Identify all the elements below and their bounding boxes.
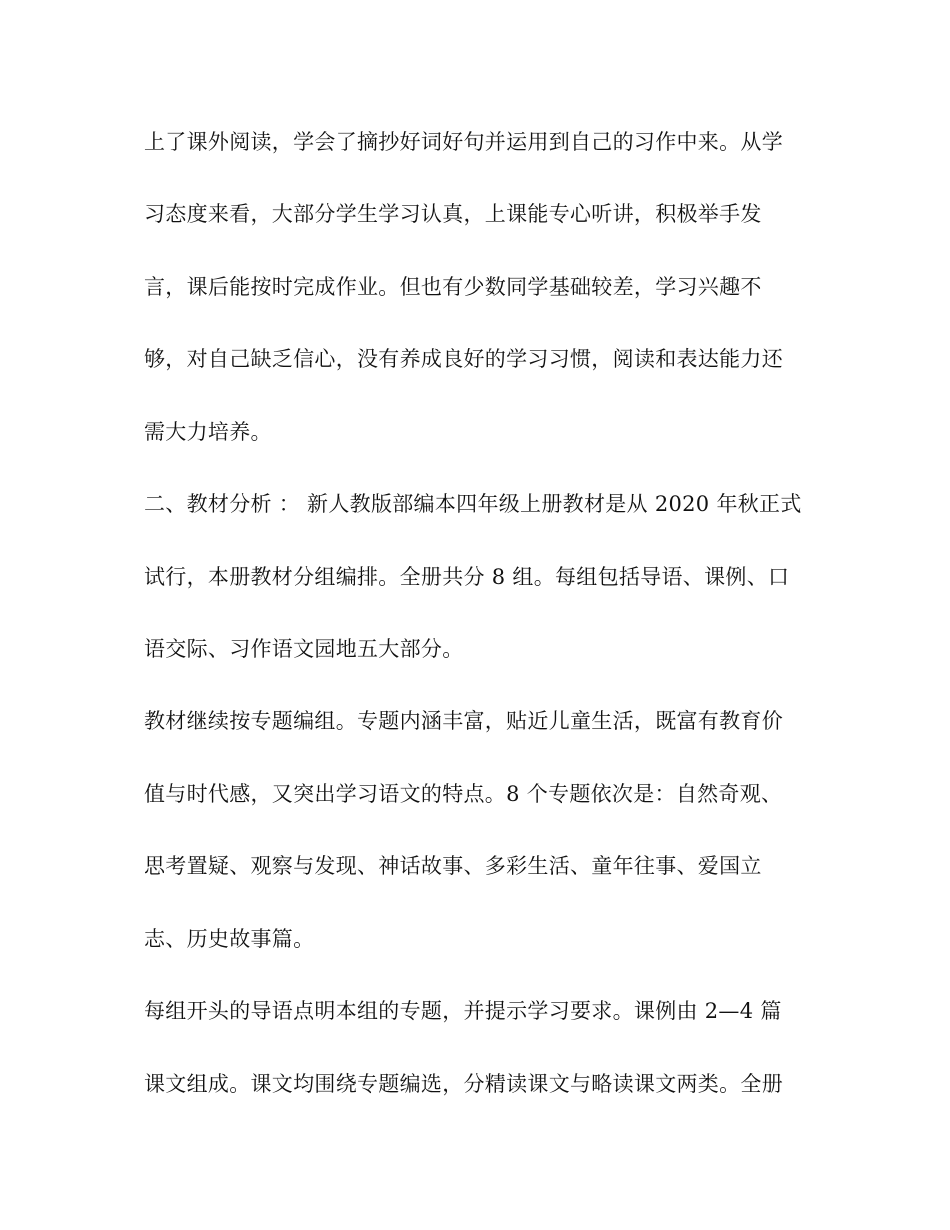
- text-line: 上了课外阅读，学会了摘抄好词好句并运用到自己的习作中来。从学: [144, 130, 783, 154]
- text-line: 习态度来看，大部分学生学习认真，上课能专心听讲，积极举手发: [144, 202, 762, 226]
- text-line: 思考置疑、观察与发现、神话故事、多彩生活、童年往事、爱国立: [144, 854, 762, 878]
- text-line: 需大力培养。: [144, 420, 272, 444]
- text-line: 教材继续按专题编组。专题内涵丰富，贴近儿童生活，既富有教育价: [144, 709, 783, 733]
- text-line: 试行，本册教材分组编排。全册共分 8 组。每组包括导语、课例、口: [144, 565, 790, 589]
- text-line: 每组开头的导语点明本组的专题，并提示学习要求。课例由 2—4 篇: [144, 999, 782, 1023]
- text-line: 语交际、习作语文园地五大部分。: [144, 637, 464, 661]
- text-line: 言，课后能按时完成作业。但也有少数同学基础较差，学习兴趣不: [144, 275, 762, 299]
- text-line: 课文组成。课文均围绕专题编选，分精读课文与略读课文两类。全册: [144, 1072, 783, 1096]
- text-line: 志、历史故事篇。: [144, 927, 315, 951]
- text-line: 够，对自己缺乏信心，没有养成良好的学习习惯，阅读和表达能力还: [144, 347, 783, 371]
- text-line: 值与时代感，又突出学习语文的特点。8 个专题依次是：自然奇观、: [144, 782, 783, 806]
- section-heading-line: 二、教材分析 ： 新人教版部编本四年级上册教材是从 2020 年秋正式: [144, 492, 802, 516]
